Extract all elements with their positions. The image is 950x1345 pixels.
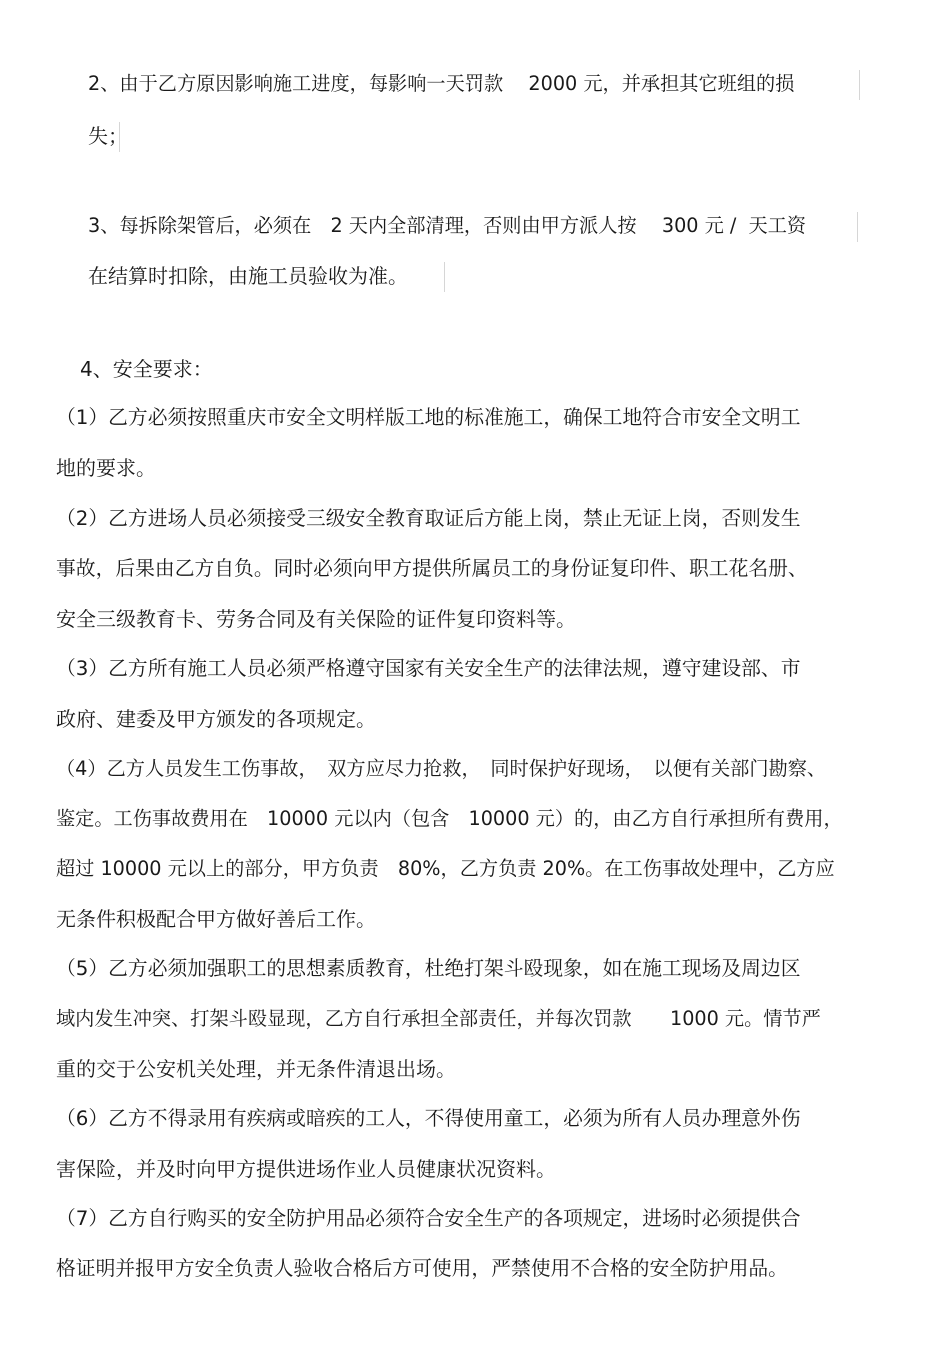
safety-p1-line-1: （1）乙方必须按照重庆市安全文明样版工地的标准施工，确保工地符合市安全文明工 <box>56 406 801 429</box>
item3-line-2: 在结算时扣除，由施工员验收为准。 <box>88 264 408 288</box>
safety-p5-line-2: 域内发生冲突、打架斗殴显现，乙方自行承担全部责任，并每次罚款 1000 元。情节严 <box>56 1007 821 1030</box>
safety-p4-line-2: 鉴定。工伤事故费用在 10000 元以内（包含 10000 元）的，由乙方自行承担所有费用， <box>56 807 843 830</box>
safety-p5-line-3: 重的交于公安机关处理，并无条件清退出场。 <box>56 1057 456 1081</box>
safety-p2-line-1: （2）乙方进场人员必须接受三级安全教育取证后方能上岗，禁止无证上岗，否则发生 <box>56 507 801 530</box>
safety-p4-line-1: （4）乙方人员发生工伤事故， 双方应尽力抢救， 同时保护好现场， 以便有关部门勘察、 <box>56 757 827 780</box>
item3-box-edge <box>856 212 858 242</box>
item3-box-edge-2 <box>443 262 445 292</box>
safety-p3-line-2: 政府、建委及甲方颁发的各项规定。 <box>56 707 376 731</box>
item3-line-1: 3、每拆除架管后，必须在 2 天内全部清理，否则由甲方派人按 300 元 / 天工资 <box>88 214 807 237</box>
safety-p2-line-3: 安全三级教育卡、劳务合同及有关保险的证件复印资料等。 <box>56 607 576 631</box>
safety-heading: 4、安全要求： <box>80 357 213 381</box>
safety-p7-line-1: （7）乙方自行购买的安全防护用品必须符合安全生产的各项规定，进场时必须提供合 <box>56 1207 801 1230</box>
safety-p6-line-2: 害保险，并及时向甲方提供进场作业人员健康状况资料。 <box>56 1157 556 1181</box>
safety-p1-line-2: 地的要求。 <box>56 456 156 480</box>
safety-p7-line-2: 格证明并报甲方安全负责人验收合格后方可使用，严禁使用不合格的安全防护用品。 <box>56 1257 788 1280</box>
item2-line-1: 2、由于乙方原因影响施工进度，每影响一天罚款 2000 元，并承担其它班组的损 <box>88 72 795 95</box>
safety-p2-line-2: 事故，后果由乙方自负。同时必须向甲方提供所属员工的身份证复印件、职工花名册、 <box>56 557 808 580</box>
item2-line-2: 失； <box>88 124 128 148</box>
safety-p4-line-4: 无条件积极配合甲方做好善后工作。 <box>56 907 376 931</box>
safety-p4-line-3: 超过 10000 元以上的部分，甲方负责 80%，乙方负责 20%。在工伤事故处理中，乙方应 <box>56 857 835 880</box>
safety-p3-line-1: （3）乙方所有施工人员必须严格遵守国家有关安全生产的法律法规，遵守建设部、市 <box>56 657 801 680</box>
safety-p6-line-1: （6）乙方不得录用有疾病或暗疾的工人，不得使用童工，必须为所有人员办理意外伤 <box>56 1107 801 1130</box>
item2-box-edge <box>858 70 860 100</box>
safety-p5-line-1: （5）乙方必须加强职工的思想素质教育，杜绝打架斗殴现象，如在施工现场及周边区 <box>56 957 801 980</box>
